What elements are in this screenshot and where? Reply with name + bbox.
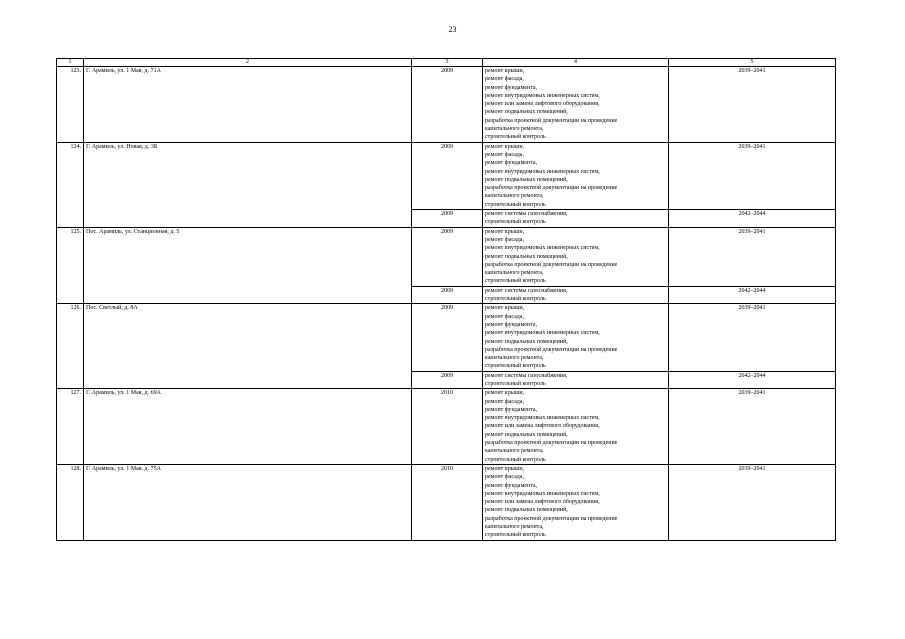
work-item: ремонт подвальных помещений,	[485, 109, 568, 116]
work-item: ремонт или замена лифтового оборудования,	[485, 499, 600, 506]
work-item: разработка проектной документации на проведение	[485, 440, 618, 447]
work-item: ремонт фундамента,	[485, 321, 537, 328]
works-cell	[483, 210, 669, 228]
work-item: ремонт внутридомовых инженерных систем,	[485, 330, 600, 337]
works-cell	[483, 67, 669, 143]
year-cell: 2009	[412, 67, 483, 143]
row-number: 125.	[57, 227, 84, 304]
work-item: ремонт подвальных помещений,	[485, 507, 568, 514]
work-item: ремонт внутридомовых инженерных систем,	[485, 92, 600, 99]
repair-schedule-table	[56, 58, 836, 541]
year-cell: 2009	[412, 304, 483, 371]
works-cell	[483, 304, 669, 371]
work-item: разработка проектной документации на проведение	[485, 261, 618, 268]
row-number: 128.	[57, 464, 84, 540]
works-cell	[483, 286, 669, 304]
work-item: ремонт крыши,	[485, 143, 525, 150]
year-cell: 2009	[412, 142, 483, 209]
period-cell: 2039–2041	[669, 142, 836, 209]
work-item: ремонт фасада,	[485, 398, 524, 405]
work-item: ремонт подвальных помещений,	[485, 431, 568, 438]
work-item: разработка проектной документации на проведение	[485, 117, 618, 124]
work-item: ремонт или замена лифтового оборудования,	[485, 101, 600, 108]
work-item: строительный контроль	[485, 296, 546, 303]
work-item: ремонт системы газоснабжения,	[485, 211, 568, 218]
work-item: разработка проектной документации на проведение	[485, 185, 618, 192]
work-item: ремонт фундамента,	[485, 482, 537, 489]
work-item: ремонт фасада,	[485, 313, 524, 320]
work-item: ремонт фасада,	[485, 76, 524, 83]
address-cell: Пос. Арамиль, ул. Станционная, д. 5	[84, 227, 412, 304]
address-cell: Г. Арамиль, ул. 1 Мая, д. 71А	[84, 67, 412, 143]
work-item: ремонт крыши,	[485, 390, 525, 397]
work-item: ремонт фасада,	[485, 151, 524, 158]
table-row	[57, 389, 836, 465]
year-cell: 2010	[412, 389, 483, 465]
work-item: разработка проектной документации на проведение	[485, 515, 618, 522]
work-item: ремонт подвальных помещений,	[485, 338, 568, 345]
period-cell: 2042–2044	[669, 286, 836, 304]
work-item: ремонт фундамента,	[485, 406, 537, 413]
work-item: ремонт внутридомовых инженерных систем,	[485, 168, 600, 175]
year-cell: 2009	[412, 227, 483, 286]
column-header-5: 5	[669, 59, 836, 67]
work-item: капитального ремонта,	[485, 355, 544, 362]
column-header-4: 4	[483, 59, 669, 67]
period-cell: 2039–2041	[669, 227, 836, 286]
work-item: строительный контроль	[485, 219, 546, 226]
table-row	[57, 67, 836, 143]
table-row	[57, 464, 836, 540]
row-number: 124.	[57, 142, 84, 227]
work-item: строительный контроль	[485, 532, 546, 539]
work-item: капитального ремонта,	[485, 193, 544, 200]
work-item: строительный контроль	[485, 380, 546, 387]
column-header-1: 1	[57, 59, 84, 67]
works-cell	[483, 142, 669, 209]
work-item: ремонт внутридомовых инженерных систем,	[485, 490, 600, 497]
work-item: капитального ремонта,	[485, 270, 544, 277]
work-item: строительный контроль	[485, 363, 546, 370]
row-number: 127.	[57, 389, 84, 465]
work-item: ремонт крыши,	[485, 305, 525, 312]
work-item: ремонт фундамента,	[485, 84, 537, 91]
work-item: ремонт подвальных помещений,	[485, 176, 568, 183]
work-item: ремонт системы газоснабжения,	[485, 372, 568, 379]
work-item: капитального ремонта,	[485, 126, 544, 133]
period-cell: 2039–2041	[669, 304, 836, 371]
work-item: ремонт системы газоснабжения,	[485, 287, 568, 294]
work-item: ремонт крыши,	[485, 228, 525, 235]
work-item: капитального ремонта,	[485, 448, 544, 455]
period-cell: 2039–2041	[669, 464, 836, 540]
works-cell	[483, 371, 669, 389]
works-cell	[483, 464, 669, 540]
year-cell: 2010	[412, 464, 483, 540]
address-cell: Пос. Светлый, д. 8А	[84, 304, 412, 389]
period-cell: 2042–2044	[669, 371, 836, 389]
works-cell	[483, 389, 669, 465]
work-item: ремонт внутридомовых инженерных систем,	[485, 415, 600, 422]
table-row	[57, 304, 836, 371]
page-number: 23	[448, 25, 457, 34]
period-cell: 2042–2044	[669, 210, 836, 228]
works-cell	[483, 227, 669, 286]
address-cell: Г. Арамиль, ул. 1 Мая, д. 75А	[84, 464, 412, 540]
work-item: ремонт фасада,	[485, 474, 524, 481]
column-header-3: 3	[412, 59, 483, 67]
table-row	[57, 142, 836, 209]
period-cell: 2039–2041	[669, 67, 836, 143]
table-row	[57, 227, 836, 286]
address-cell: Г. Арамиль, ул. Новая, д. 3Б	[84, 142, 412, 227]
row-number: 123.	[57, 67, 84, 143]
work-item: ремонт крыши,	[485, 465, 525, 472]
work-item: ремонт фасада,	[485, 236, 524, 243]
work-item: строительный контроль	[485, 278, 546, 285]
work-item: ремонт внутридомовых инженерных систем,	[485, 245, 600, 252]
work-item: разработка проектной документации на проведение	[485, 346, 618, 353]
year-cell: 2009	[412, 210, 483, 228]
column-header-2: 2	[84, 59, 412, 67]
year-cell: 2009	[412, 371, 483, 389]
work-item: строительный контроль	[485, 134, 546, 141]
work-item: ремонт или замена лифтового оборудования,	[485, 423, 600, 430]
address-cell: Г. Арамиль, ул. 1 Мая, д. 69А	[84, 389, 412, 465]
year-cell: 2009	[412, 286, 483, 304]
work-item: строительный контроль	[485, 201, 546, 208]
period-cell: 2039–2041	[669, 389, 836, 465]
column-header-row	[57, 59, 836, 67]
row-number: 126.	[57, 304, 84, 389]
work-item: ремонт фундамента,	[485, 160, 537, 167]
work-item: капитального ремонта,	[485, 524, 544, 531]
work-item: ремонт подвальных помещений,	[485, 253, 568, 260]
work-item: строительный контроль	[485, 456, 546, 463]
work-item: ремонт крыши,	[485, 68, 525, 74]
